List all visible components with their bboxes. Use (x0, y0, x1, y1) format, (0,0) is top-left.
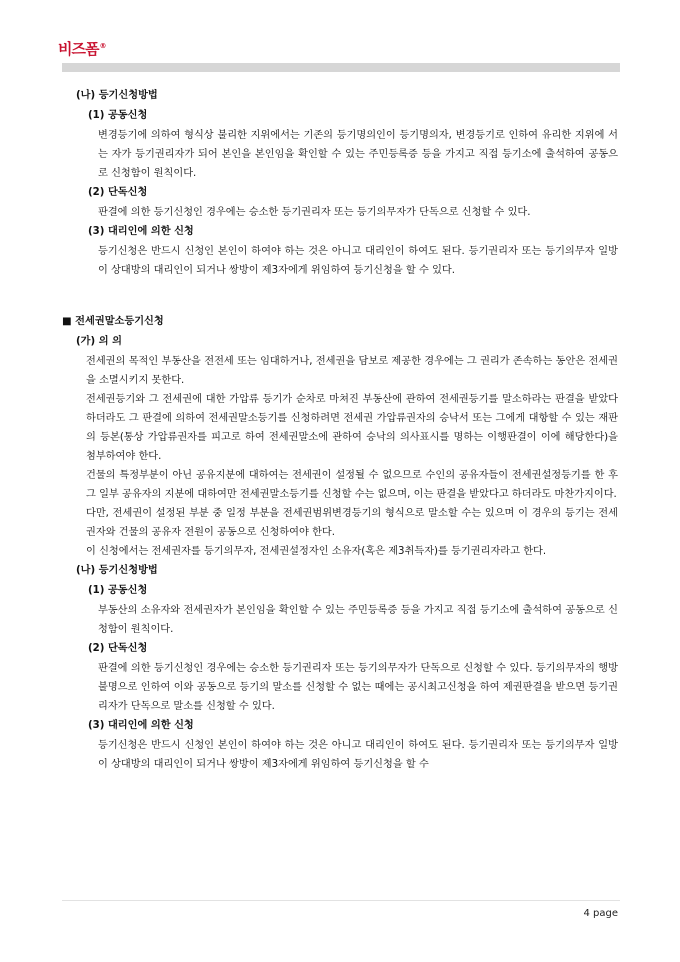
section2-title: ■ 전세권말소등기신청 (62, 316, 164, 327)
section2-a-paragraph: 전세권등기와 그 전세권에 대한 가압류 등기가 순차로 마쳐진 부동산에 관하여 전세권등기를 말소하라는 판결을 받았다 하더라도 그 판결에 의하여 전세권말소등기를 신청하려면 전세권 가압류권자의 승낙서 또는 그에게 대항할 수 있는 재판의 등본(통상 가압류권자를 피고로 하여 전세권말소에 관하여 승낙의 의사표시를 명하는 이행판결이 이에 해당한다)을 첨부하여야 한다. (86, 394, 618, 462)
page-number: 4 page (583, 908, 618, 919)
section2-b-sub2-text: 판결에 의한 등기신청인 경우에는 승소한 등기권리자 또는 등기의무자가 단독으로 신청할 수 있다. 등기의무자의 행방불명으로 인하여 이와 공동으로 등기의 말소를 신청할 수 없는 때에는 공시최고신청을 하여 제권판결을 받으면 등기권리자가 단독으로 말소를 신청할 수 있다. (98, 663, 618, 712)
section2-b-sub3-title: (3) 대리인에 의한 신청 (88, 720, 194, 731)
header-bar (62, 63, 620, 72)
section2-a-paragraph: 전세권의 목적인 부동산을 전전세 또는 임대하거나, 전세권을 담보로 제공한 경우에는 그 권리가 존속하는 동안은 전세권을 소멸시키지 못한다. (86, 356, 618, 386)
section-spacer (62, 280, 618, 312)
part1-heading: (나) 등기신청방법 (76, 90, 158, 101)
logo-text: 비즈폼 (58, 40, 99, 58)
section2-a-paragraph: 건물의 특정부분이 아닌 공유지분에 대하여는 전세권이 설정될 수 없으므로 수인의 공유자들이 전세권설정등기를 한 후 그 일부 공유자의 지분에 대하여만 전세권말소등기를 신청할 수는 없으며, 이는 판결을 받았다고 하더라도 마찬가지이다. (86, 470, 618, 500)
bizforms-logo (58, 38, 105, 59)
part1-sub1-text: 변경등기에 의하여 형식상 불리한 지위에서는 기존의 등기명의인이 등기명의자, 변경등기로 인하여 유리한 지위에 서는 자가 등기권리자가 되어 본인을 본인임을 확인할 수 있는 주민등록증 등을 가지고 직접 등기소에 출석하여 공동으로 신청함이 원칙이다. (98, 130, 618, 179)
section2-b-sub1-text: 부동산의 소유자와 전세권자가 본인임을 확인할 수 있는 주민등록증 등을 가지고 직접 등기소에 출석하여 공동으로 신청함이 원칙이다. (98, 605, 618, 635)
section2-a-paragraph: 이 신청에서는 전세권자를 등기의무자, 전세권설정자인 소유자(혹은 제3취득자)를 등기권리자라고 한다. (86, 546, 547, 557)
part1-sub2-text: 판결에 의한 등기신청인 경우에는 승소한 등기권리자 또는 등기의무자가 단독으로 신청할 수 있다. (98, 207, 531, 218)
part1-sub1-title: (1) 공동신청 (88, 110, 148, 121)
document-body (62, 86, 618, 774)
section2-b-sub2-title: (2) 단독신청 (88, 643, 148, 654)
section2-b-sub3-text: 등기신청은 반드시 신청인 본인이 하여야 하는 것은 아니고 대리인이 하여도 된다. 등기권리자 또는 등기의무자 일방이 상대방의 대리인이 되거나 쌍방이 제3자에게 위임하여 등기신청을 할 수 (98, 740, 618, 770)
part1-sub2-title: (2) 단독신청 (88, 187, 148, 198)
section2-a-heading: (가) 의 의 (76, 336, 122, 347)
section2-b-sub1-title: (1) 공동신청 (88, 585, 148, 596)
footer-divider (62, 900, 620, 901)
part1-sub3-title: (3) 대리인에 의한 신청 (88, 226, 194, 237)
section2-b-heading: (나) 등기신청방법 (76, 565, 158, 576)
section2-a-paragraph: 다만, 전세권이 설정된 부분 중 일정 부분을 전세권범위변경등기의 형식으로 말소할 수는 있으며 이 경우의 등기는 전세권자와 건물의 공유자 전원이 공동으로 신청하여야 한다. (86, 508, 618, 538)
part1-sub3-text: 등기신청은 반드시 신청인 본인이 하여야 하는 것은 아니고 대리인이 하여도 된다. 등기권리자 또는 등기의무자 일방이 상대방의 대리인이 되거나 쌍방이 제3자에게 위임하여 등기신청을 할 수 있다. (98, 246, 618, 276)
logo-registered-mark: ® (99, 42, 106, 50)
